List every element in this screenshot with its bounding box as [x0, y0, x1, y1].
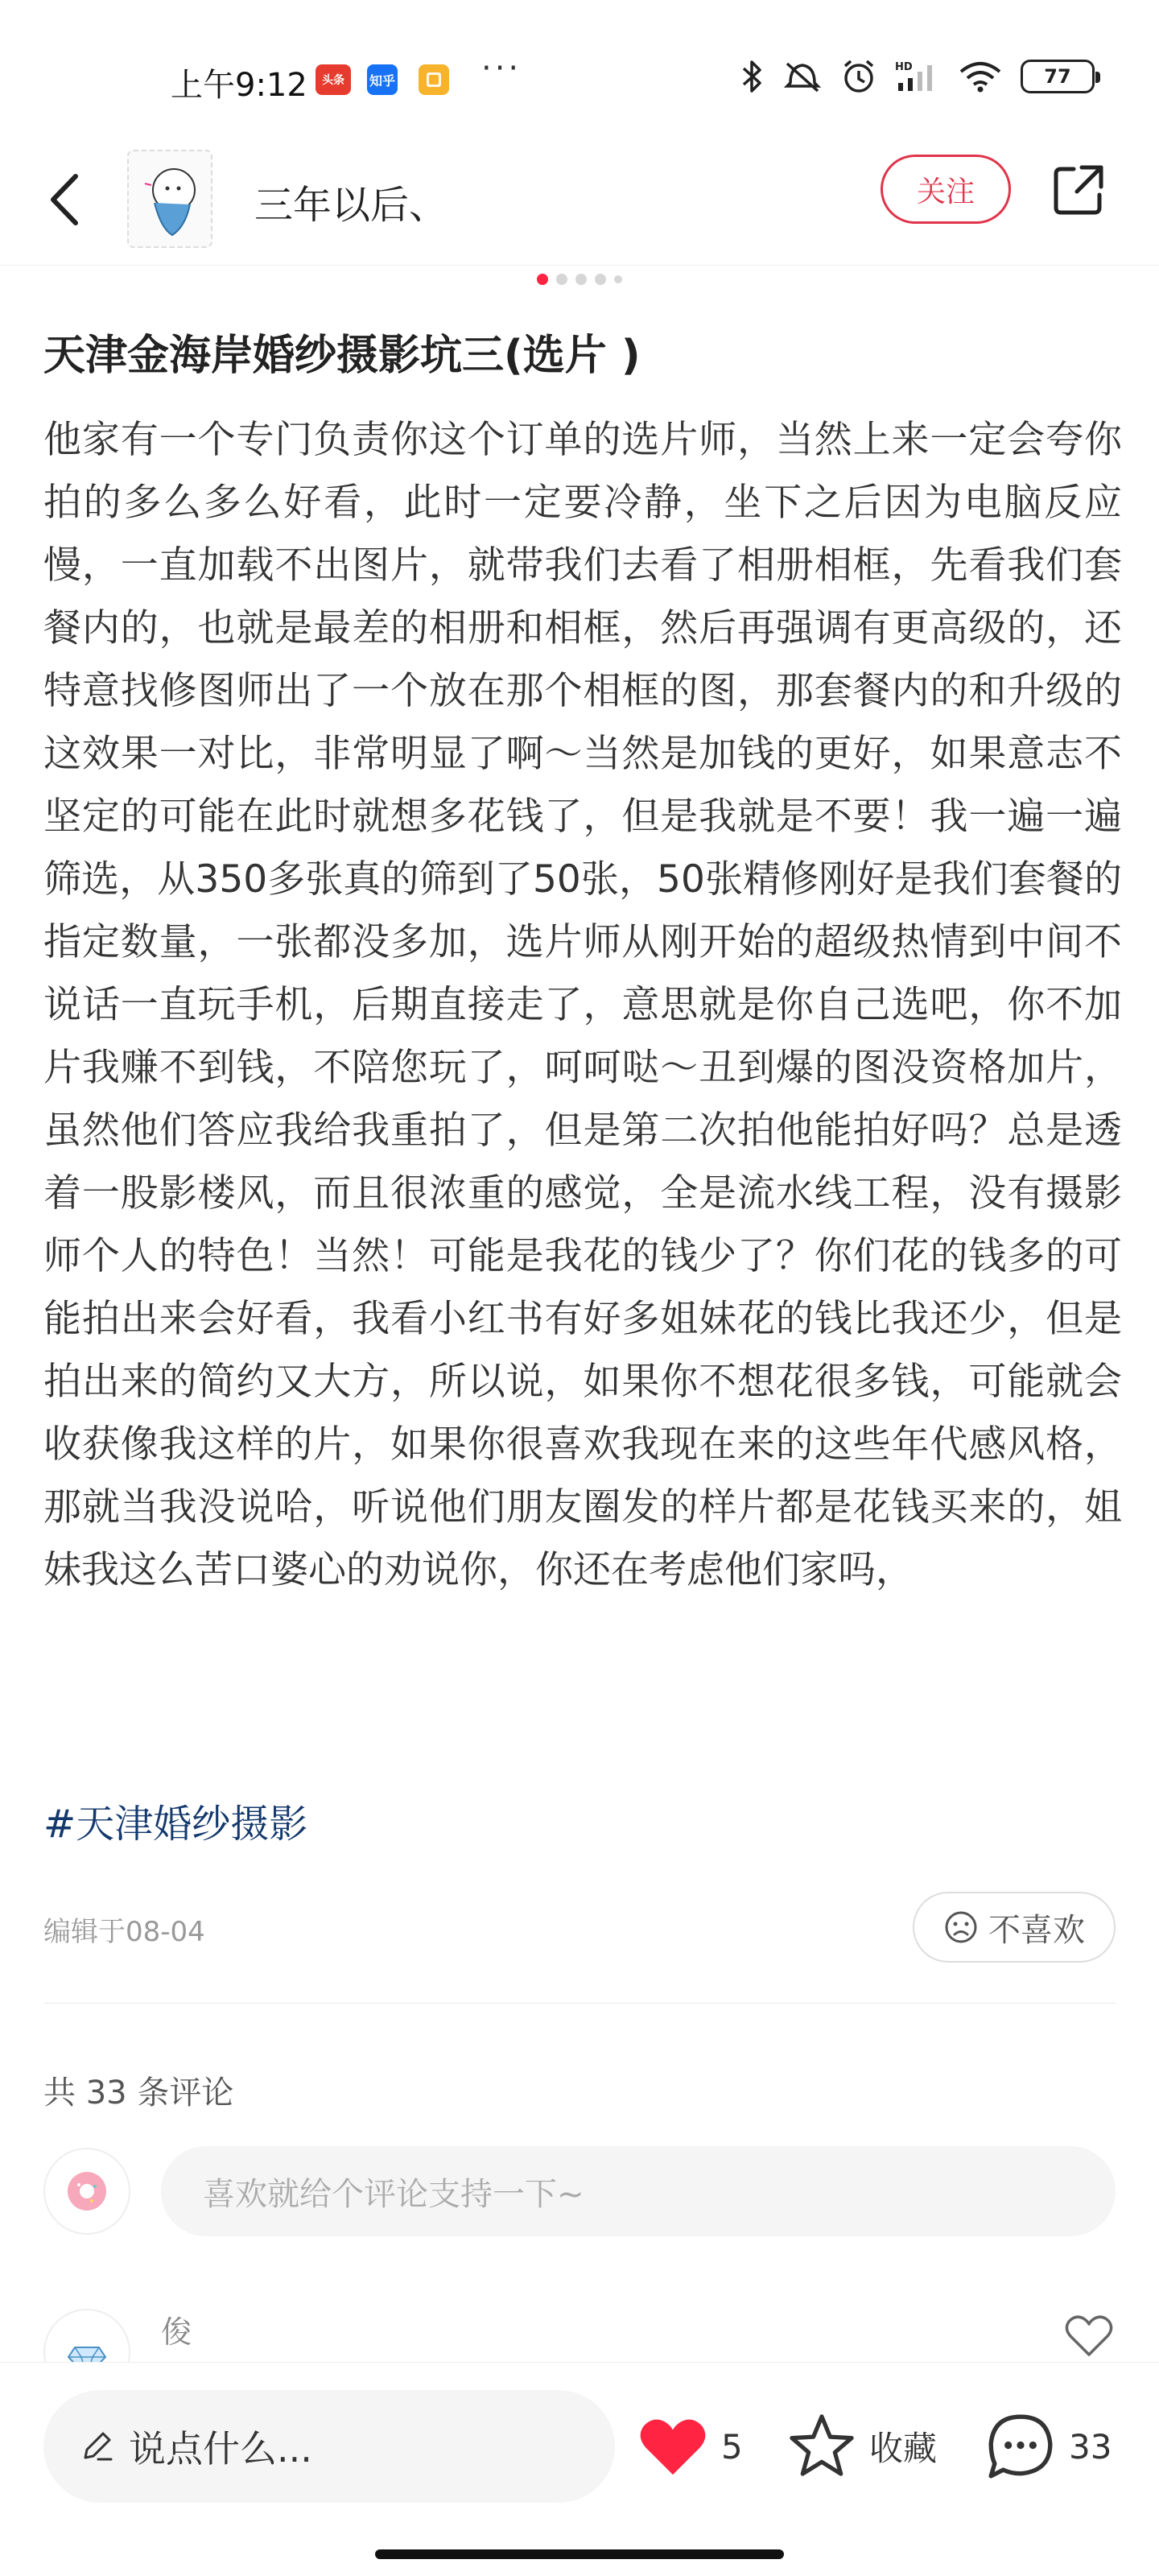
comment-button[interactable]: [984, 2390, 1112, 2503]
follow-button[interactable]: 关注: [881, 155, 1011, 224]
bluetooth-icon: [740, 59, 765, 94]
battery-icon: 77: [1021, 60, 1095, 93]
edit-date: 编辑于08-04: [43, 1916, 205, 1948]
heart-outline-icon: [1064, 2313, 1114, 2358]
toutiao-app-icon: 头条: [316, 64, 351, 95]
pager-dot: [556, 274, 567, 285]
alarm-icon: [840, 58, 877, 95]
author-avatar[interactable]: [127, 150, 212, 248]
status-bar: [0, 0, 1159, 153]
pencil-icon: [79, 2429, 114, 2464]
dislike-button[interactable]: [913, 1892, 1116, 1963]
hashtag-link[interactable]: #天津婚纱摄影: [43, 1802, 308, 1847]
collect-button[interactable]: [786, 2390, 937, 2503]
heart-filled-icon: [636, 2413, 710, 2479]
like-count: 5: [721, 2426, 743, 2467]
post-title: 天津金海岸婚纱摄影坑三(选片 ): [43, 332, 641, 380]
divider: [43, 2003, 1116, 2004]
note-header: [0, 137, 1159, 266]
like-button[interactable]: [636, 2390, 743, 2503]
dislike-label: 不喜欢: [988, 1911, 1085, 1949]
frown-icon: [943, 1909, 979, 1945]
home-indicator[interactable]: [375, 2549, 784, 2559]
back-button[interactable]: [32, 159, 97, 240]
bottom-action-bar: [0, 2362, 1159, 2576]
share-icon: [1050, 161, 1107, 219]
comment-input[interactable]: 喜欢就给个评论支持一下~: [161, 2146, 1116, 2236]
pager-dot: [575, 274, 587, 285]
donut-avatar-icon: [63, 2167, 111, 2215]
svg-text:HD: HD: [895, 61, 913, 73]
zhihu-app-icon: 知乎: [367, 64, 398, 95]
more-notifications-icon: ···: [481, 50, 522, 87]
status-time: 上午9:12: [171, 67, 307, 104]
comment-count-bottom: 33: [1069, 2426, 1112, 2467]
comment-username[interactable]: 俊: [161, 2314, 192, 2350]
comment-like-button[interactable]: [1061, 2307, 1117, 2363]
wifi-icon: [958, 59, 1003, 94]
say-something-input[interactable]: [43, 2390, 615, 2503]
chevron-left-icon: [48, 171, 80, 228]
say-something-placeholder: 说点什么...: [129, 2427, 312, 2471]
pager-dot: [595, 274, 606, 285]
status-icons: [740, 58, 1095, 95]
my-avatar: [43, 2148, 130, 2235]
star-icon: [786, 2412, 858, 2481]
mute-icon: [782, 59, 823, 94]
post-body: 他家有一个专门负责你这个订单的选片师，当然上来一定会夸你拍的多么多么好看，此时一定要冷静，坐下之后因为电脑反应慢，一直加载不出图片，就带我们去看了相册相框，先看我们套餐内的，也就是最差的相册和相框，然后再强调有更高级的，还特意找修图师出了一个放在那个相框的图，那套餐内的和升级的这效果一对比，非常明显了啊～当然是加钱的更好，如果意志不坚定的可能在此时就想多花钱了，但是我就是不要！我一遍一遍筛选，从350多张真的筛到了50张，50张精修刚好是我们套餐的指定数量，一张都没多加，选片师从刚开始的超级热情到中间不说话一直玩手机，后期直接走了，意思就是你自己选吧，你不加片我赚不到钱，不陪您玩了，呵呵哒～丑到爆的图没资格加片，虽然他们答应我给我重拍了，但是第二次拍他能拍好吗？总是透着一股影楼风，而且很浓重的感觉，全是流水线工程，没有摄影师个人的特色！当然！可能是我花的钱少了？你们花的钱多的可能拍出来会好看，我看小红书有好多姐妹花的钱比我还少，但是拍出来的简约又大方，所以说，如果你不想花很多钱，可能就会收获像我这样的片，如果你很喜欢我现在来的这些年代感风格，那就当我没说哈，听说他们朋友圈发的样片都是花钱买来的，姐妹我这么苦口婆心的劝说你，你还在考虑他们家吗，: [43, 418, 1122, 1592]
pager-dot: [614, 275, 622, 283]
signal-icon: [895, 59, 940, 94]
album-app-icon: [419, 64, 449, 95]
image-pager-dots: [0, 274, 1159, 285]
share-button[interactable]: [1046, 158, 1111, 222]
pager-dot: [537, 274, 548, 285]
author-name[interactable]: 三年以后、: [254, 183, 448, 228]
comment-count: 共 33 条评论: [43, 2074, 234, 2112]
collect-label: 收藏: [869, 2429, 938, 2468]
comment-bubble-icon: [984, 2409, 1058, 2483]
